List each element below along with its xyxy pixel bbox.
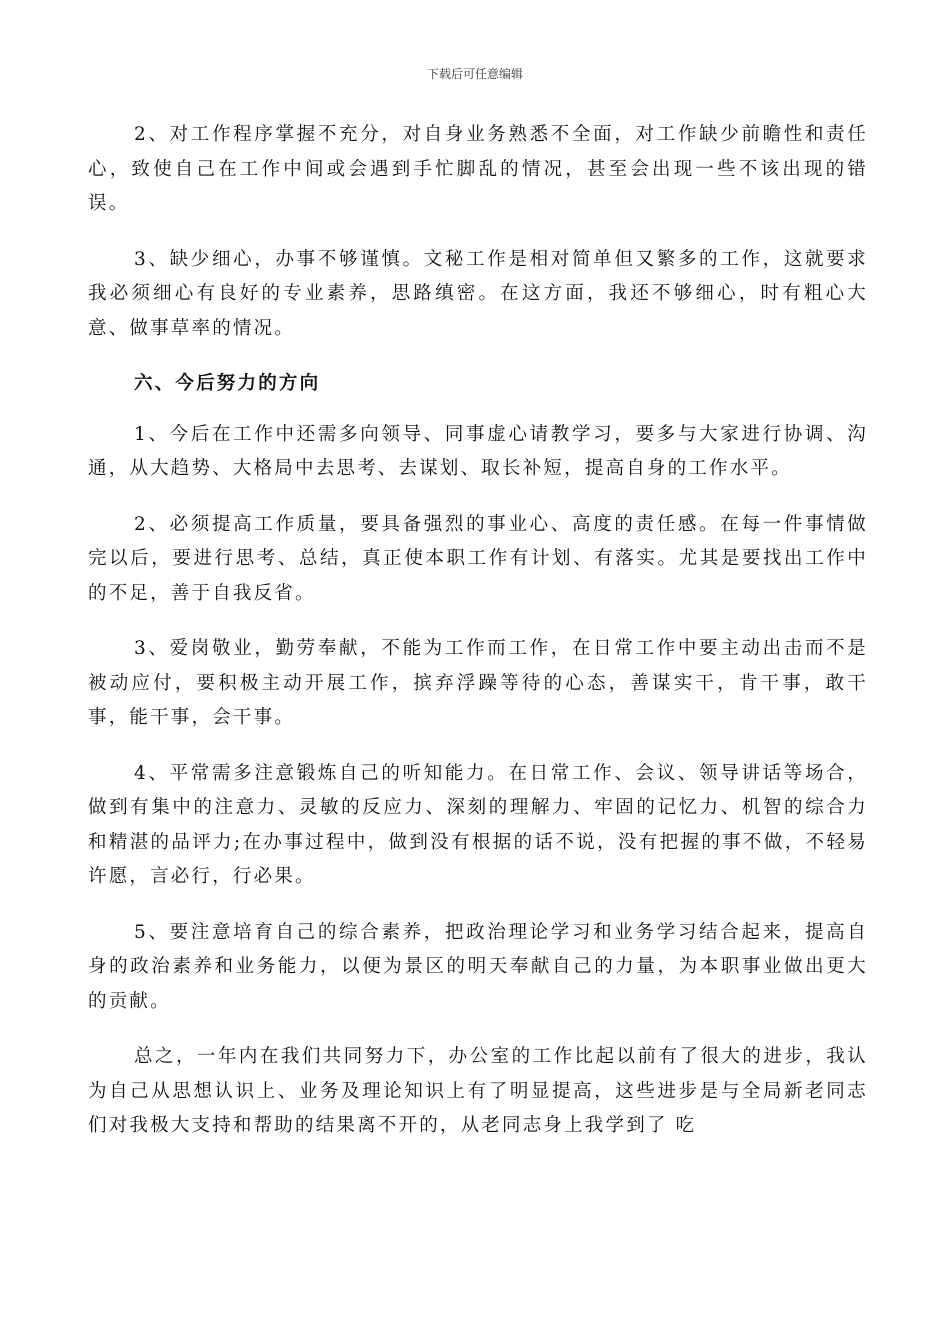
- document-body: [88, 118, 868, 1165]
- paragraph-direction-1: 1、今后在工作中还需多向领导、同事虚心请教学习，要多与大家进行协调、沟通，从大趋势、大格局中去思考、去谋划、取长补短，提高自身的工作水平。: [88, 423, 868, 479]
- paragraph-item-3-carefulness: 3、缺少细心，办事不够谨慎。文秘工作是相对简单但又繁多的工作，这就要求我必须细心有良好的专业素养，思路缜密。在这方面，我还不够细心，时有粗心大意、做事草率的情况。: [88, 248, 868, 339]
- paragraph-direction-5: 5、要注意培育自己的综合素养，把政治理论学习和业务学习结合起来，提高自身的政治素养和业务能力，以便为景区的明天奉献自己的力量，为本职事业做出更大的贡献。: [88, 921, 868, 1012]
- paragraph-direction-2: 2、必须提高工作质量，要具备强烈的事业心、高度的责任感。在每一件事情做完以后，要进行思考、总结，真正使本职工作有计划、有落实。尤其是要找出工作中的不足，善于自我反省。: [88, 513, 868, 604]
- paragraph-direction-4: 4、平常需多注意锻炼自己的听知能力。在日常工作、会议、领导讲话等场合，做到有集中的注意力、灵敏的反应力、深刻的理解力、牢固的记忆力、机智的综合力和精湛的品评力;在办事过程中，做到没有根据的话不说，没有把握的事不做，不轻易许愿，言必行，行必果。: [88, 762, 868, 887]
- paragraph-item-2-workflow: 2、对工作程序掌握不充分，对自身业务熟悉不全面，对工作缺少前瞻性和责任心，致使自己在工作中间或会遇到手忙脚乱的情况，甚至会出现一些不该出现的错误。: [88, 124, 868, 214]
- paragraph-conclusion: 总之，一年内在我们共同努力下，办公室的工作比起以前有了很大的进步，我认为自己从思想认识上、业务及理论知识上有了明显提高，这些进步是与全局新老同志们对我极大支持和帮助的结果离不开的，从老同志身上我学到了 吃: [88, 1046, 868, 1136]
- paragraph-direction-3: 3、爱岗敬业，勤劳奉献，不能为工作而工作，在日常工作中要主动出击而不是被动应付，要积极主动开展工作，摈弃浮躁等待的心态，善谋实干，肯干事，敢干事，能干事，会干事。: [88, 638, 868, 728]
- page-header: 下载后可任意编辑: [426, 67, 523, 81]
- section-heading-future-direction: 六、今后努力的方向: [134, 373, 321, 394]
